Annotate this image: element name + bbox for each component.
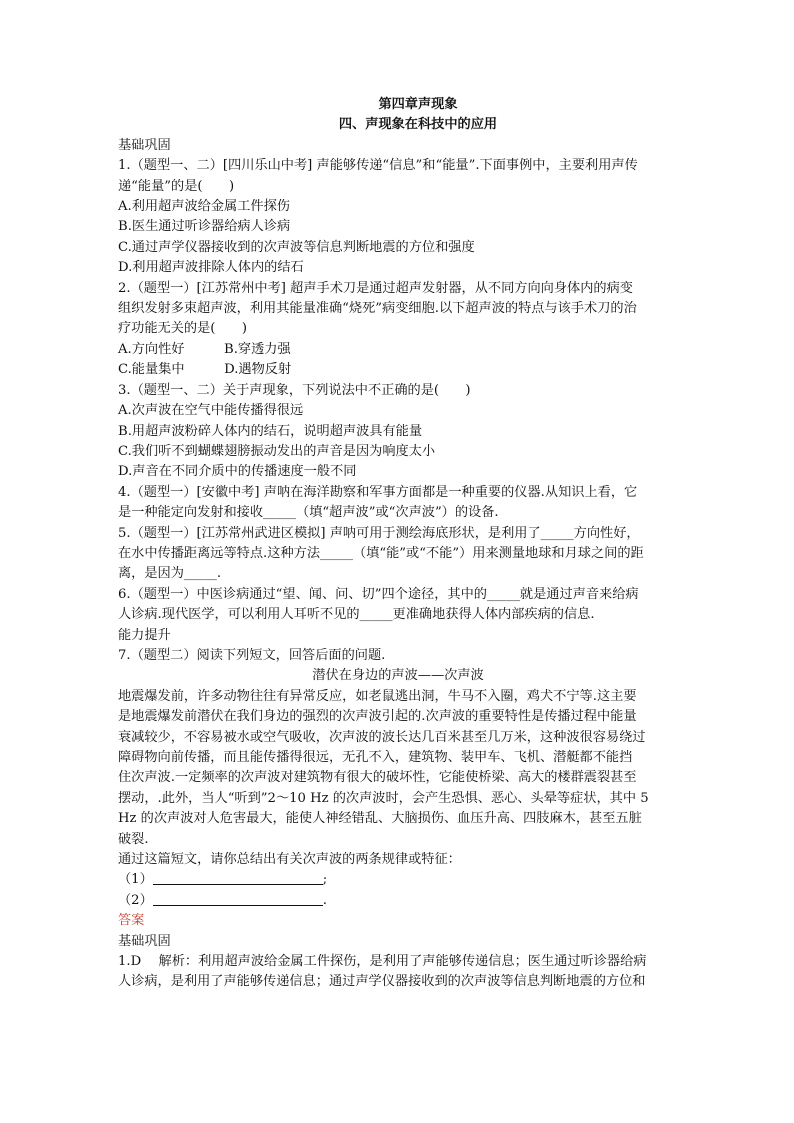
q3-option-b: B.用超声波粉碎人体内的结石，说明超声波具有能量	[118, 423, 423, 439]
q4-line: 是一种能定向发射和接收_____（填“超声波”或“次声波”）的设备.	[118, 505, 499, 521]
q1-option-c: C.通过声学仪器接收到的次声波等信息判断地震的方位和强度	[118, 239, 475, 255]
q2-stem-line: 2.（题型一）[江苏常州中考] 超声手术刀是通过超声发射器，从不同方向向身体内的病变	[118, 280, 633, 296]
blank-line	[153, 891, 323, 906]
q6-line: 6.（题型一）中医诊病通过“望、闻、问、切”四个途径，其中的_____就是通过声音来给病	[118, 586, 639, 602]
passage-line: 是地震爆发前潜伏在我们身边的强烈的次声波引起的.次声波的重要特性是传播过程中能量	[118, 709, 637, 725]
passage-line: 住次声波.一定频率的次声波对建筑物有很大的破坏性，它能使桥梁、高大的楼群震裂甚至	[118, 770, 637, 786]
q2-options-row: A.方向性好 B.穿透力强	[118, 341, 291, 357]
answers-heading: 答案	[118, 913, 145, 929]
q6-line: 人诊病.现代医学，可以利用人耳听不见的_____更准确地获得人体内部疾病的信息.	[118, 607, 595, 623]
chapter-title: 第四章声现象	[378, 97, 458, 112]
q7-stem: 7.（题型二）阅读下列短文，回答后面的问题.	[118, 647, 386, 663]
q1-option-a: A.利用超声波给金属工件探伤	[118, 199, 290, 215]
answers-section-heading: 基础巩固	[118, 933, 171, 949]
blank-line	[153, 870, 323, 885]
q3-option-c: C.我们听不到蝴蝶翅膀振动发出的声音是因为响度太小	[118, 443, 436, 459]
q4-line: 4.（题型一）[安徽中考] 声呐在海洋勘察和军事方面都是一种重要的仪器.从知识上看，它	[118, 484, 638, 500]
q5-line: 在水中传播距离远等特点.这种方法_____（填“能”或“不能”）用来测量地球和月球之间的距	[118, 545, 644, 561]
passage-line: 破裂.	[118, 831, 149, 847]
q2-stem-line: 疗功能无关的是( )	[118, 321, 247, 337]
q2-options-row: C.能量集中 D.遇物反射	[118, 362, 292, 378]
passage-line: 衰减较少，不容易被水或空气吸收，次声波的波长达几百米甚至几万米，这种波很容易绕过	[118, 729, 646, 745]
passage-line: Hz 的次声波对人危害最大，能使人神经错乱、大脑损伤、血压升高、四肢麻木，甚至五脏	[118, 811, 642, 827]
section-title: 四、声现象在科技中的应用	[338, 117, 498, 133]
blank-end: .	[322, 892, 327, 908]
q1-stem-line: 递“能量”的是( )	[118, 178, 235, 194]
q1-option-d: D.利用超声波排除人体内的结石	[118, 260, 304, 276]
q1-option-b: B.医生通过听诊器给病人诊病	[118, 219, 291, 235]
document-body	[118, 95, 678, 993]
section-heading-improve: 能力提升	[118, 627, 171, 643]
title-block	[118, 95, 678, 136]
passage-line: 地震爆发前，许多动物往往有异常反应，如老鼠逃出洞，牛马不入圈，鸡犬不宁等.这主要	[118, 688, 637, 704]
q5-line: 5.（题型一）[江苏常州武进区模拟] 声呐可用于测绘海底形状，是利用了_____方向性好，	[118, 525, 640, 541]
q5-line: 离，是因为_____.	[118, 566, 222, 582]
q7-ask: 通过这篇短文，请你总结出有关次声波的两条规律或特征：	[118, 852, 461, 868]
q2-stem-line: 组织发射多束超声波，利用其能量准确“烧死”病变细胞.以下超声波的特点与该手术刀的治	[118, 301, 637, 317]
blank-label: （2）	[118, 892, 153, 908]
answer-blank-2	[118, 891, 678, 911]
blank-label: （1）	[118, 872, 153, 888]
blank-end: ;	[322, 872, 328, 888]
q3-option-d: D.声音在不同介质中的传播速度一般不同	[118, 464, 357, 480]
q3-stem: 3.（题型一、二）关于声现象，下列说法中不正确的是( )	[118, 382, 471, 398]
answer-1-line: 1.D 解析：利用超声波给金属工件探伤，是利用了声能够传递信息；医生通过听诊器给病	[118, 954, 647, 970]
passage-line: 摆动，.此外，当人“听到”2～10 Hz 的次声波时，会产生恐惧、恶心、头晕等症状，其中 5	[118, 790, 649, 806]
q1-stem-line: 1.（题型一、二）[四川乐山中考] 声能够传递“信息”和“能量”.下面事例中，主要利用声传	[118, 158, 638, 174]
section-heading-basic: 基础巩固	[118, 137, 171, 153]
answer-1-line: 人诊病，是利用了声能够传递信息；通过声学仪器接收到的次声波等信息判断地震的方位和	[118, 974, 646, 990]
answer-blank-1	[118, 870, 678, 890]
passage-title: 潜伏在身边的声波——次声波	[312, 668, 484, 684]
q3-option-a: A.次声波在空气中能传播得很远	[118, 403, 304, 419]
passage-line: 障碍物向前传播，而且能传播得很远，无孔不入，建筑物、装甲车、飞机、潜艇都不能挡	[118, 750, 633, 765]
